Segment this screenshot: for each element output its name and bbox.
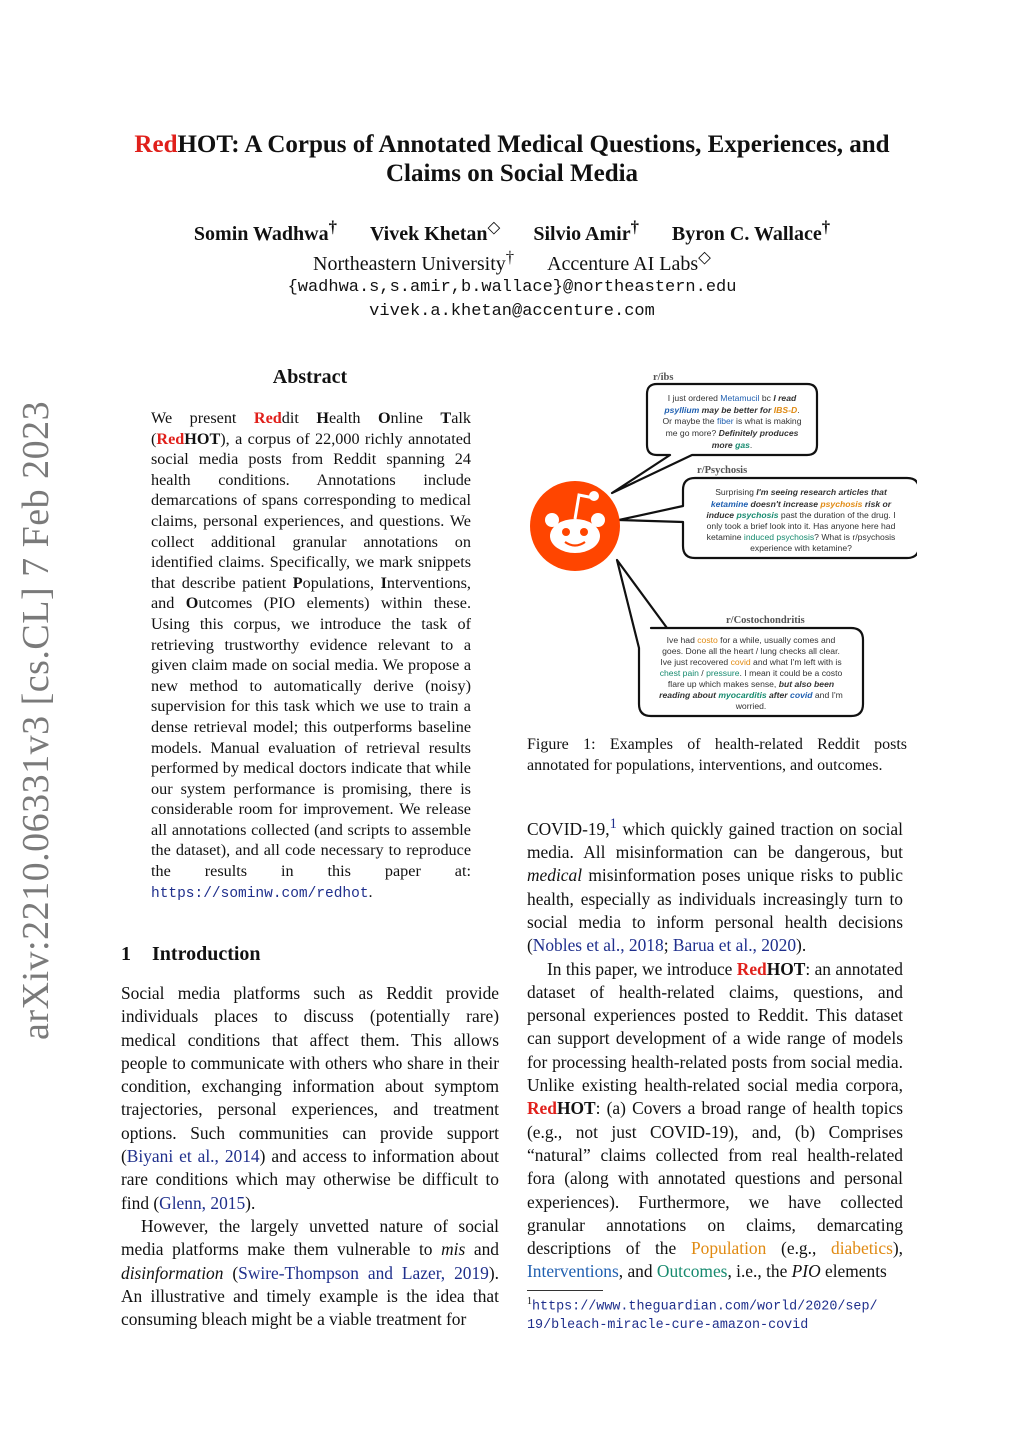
svg-text:goes. Done all the heart / lun: goes. Done all the heart / lung checks all clear. xyxy=(662,646,840,656)
author-name: Somin Wadhwa† xyxy=(193,217,337,245)
footnote-url-link[interactable]: https://www.theguardian.com/world/2020/sep/ 19/bleach-miracle-cure-amazon-covid xyxy=(527,1299,878,1334)
footnote-divider xyxy=(527,1290,603,1291)
title-line1: HOT: A Corpus of Annotated Medical Questions, Experiences, and xyxy=(177,131,890,158)
svg-text:Surprising I'm seeing research: Surprising I'm seeing research articles that xyxy=(715,487,887,497)
email-line-1: {wadhwa.s,s.amir,b.wallace}@northeastern.edu xyxy=(287,278,737,298)
intro-right-column xyxy=(527,813,903,1284)
svg-text:induce psychosis past the dura: induce psychosis past the duration of the drug. I xyxy=(706,510,896,520)
figure-1-reddit-examples xyxy=(527,370,917,720)
svg-text:ketamine induced psychosis? Wh: ketamine induced psychosis? What is r/psychosis xyxy=(706,532,896,542)
section-heading-introduction: 1 Introduction xyxy=(121,943,261,965)
intro-paragraph-2: However, the largely unvetted nature of social media platforms make them vulnerable to mis and disinformation (Swire-Thompson and Lazer, 2019). An illustrative and timely example is the idea that consuming bleach might be a viable treatment for xyxy=(121,1215,500,1330)
affiliation: Northeastern University† xyxy=(313,247,515,276)
svg-text:chest pain / pressure. I mean: chest pain / pressure. I mean it could be a costo xyxy=(659,668,843,678)
svg-text:psyllium may be better for IBS: psyllium may be better for IBS-D. xyxy=(664,405,800,415)
title-red: Red xyxy=(134,131,178,158)
subreddit-label-psychosis: r/Psychosis xyxy=(697,465,748,476)
citation-link[interactable]: Swire-Thompson and Lazer, 2019 xyxy=(238,1262,489,1283)
reddit-logo-icon xyxy=(530,481,620,571)
right-paragraph-1: COVID-19,$^1$ which quickly gained traction on social media. All misinformation can be dangerous, but medical misinformation poses unique risks to public health, especially as individuals increasingly turn to social media to inform personal health decisions (Nobles et al., 2018; Barua et al., 2020). xyxy=(527,816,903,956)
author-name: Byron C. Wallace† xyxy=(671,217,831,245)
svg-text:only took a brief look into it: only took a brief look into it. Has anyone here had xyxy=(706,521,896,531)
intro-paragraph-1: Social media platforms such as Reddit provide individuals places to discuss (potentially rare) medical conditions that affect them. This allows people to communicate with others who share in their condition, exchanging information about symptom trajectories, personal experiences, and treatment options. Such communities can provide support (Biyani et al., 2014) and access to information about rare conditions which may otherwise be difficult to find (Glenn, 2015). xyxy=(121,983,499,1213)
citation-link[interactable]: Glenn, 2015 xyxy=(159,1192,246,1213)
author-name: Silvio Amir† xyxy=(533,217,639,245)
svg-text:experience with ketamine?: experience with ketamine? xyxy=(750,543,852,553)
svg-text:flare up which makes sense, bu: flare up which makes sense, but also been xyxy=(667,679,835,689)
email-line-2: vivek.a.khetan@accenture.com xyxy=(369,302,655,322)
svg-text:more gas.: more gas. xyxy=(711,440,753,450)
citation-link[interactable]: Biyani et al., 2014 xyxy=(126,1146,260,1167)
svg-text:reading about myocarditis afte: reading about myocarditis after covid and I'm xyxy=(659,690,843,700)
author-block xyxy=(110,215,914,324)
affiliations xyxy=(110,246,914,277)
right-paragraph-2: In this paper, we introduce RedHOT: an annotated dataset of health-related claims, questions, and personal experiences posted to Reddit. This dataset can support development of a wide range of models for processing health-related posts from social media. Unlike existing health-related social media corpora, RedHOT: (a) Covers a broad range of health topics (e.g., not just COVID-19), and, (b) Comprises “natural” claims collected from real health-related fora (along with annotated questions and personal experiences). Furthermore, we have collected granular annotations on claims, demarcating descriptions of the Population (e.g., diabetics), Interventions, and Outcomes, i.e., the PIO elements xyxy=(527,958,903,1282)
footnote-mark-link[interactable]: 1 xyxy=(609,816,617,832)
svg-text:worried.: worried. xyxy=(735,701,767,711)
paper-title xyxy=(110,130,914,188)
svg-text:me go more? Definitely produce: me go more? Definitely produces xyxy=(665,428,799,438)
title-line2: Claims on Social Media xyxy=(385,160,639,187)
svg-text:Ive just recovered covid and w: Ive just recovered covid and what I'm left with is xyxy=(660,657,842,667)
subreddit-label-ibs: r/ibs xyxy=(653,372,674,383)
citation-link[interactable]: Nobles et al., 2018 xyxy=(532,935,664,956)
citation-link[interactable]: Barua et al., 2020 xyxy=(672,935,797,956)
svg-text:Ive had costo for a while, usu: Ive had costo for a while, usually comes and xyxy=(666,635,836,645)
affiliation: Accenture AI Labs◇ xyxy=(547,247,711,276)
svg-text:Or maybe the fiber is what is: Or maybe the fiber is what is making xyxy=(662,416,802,426)
abstract-body: We present Reddit Health Online Talk (RedHOT), a corpus of 22,000 richly annotated social media posts from Reddit spanning 24 health conditions. Annotations include demarcations of spans corresponding to medical claims, personal experiences, and questions. We collect additional granular annotations on identified claims. Specifically, we mark snippets that describe patient Populations, Interventions, and Outcomes (PIO elements) within these. Using this corpus, we introduce the task of retrieving trustworthy evidence relevant to a given claim made on social media. We propose a new method to automatically derive (noisy) supervision for this task which we use to train a dense retrieval model; this outperforms baseline models. Manual evaluation of retrieval results performed by medical doctors indicate that while our system performance is promising, there is considerable room for improvement. We release all annotations collected (and scripts to assemble the dataset), and all code necessary to reproduce the results in this paper at: https://sominw.com/redhot. xyxy=(151,409,471,902)
author-names xyxy=(110,215,914,246)
abstract-heading: Abstract xyxy=(272,366,348,388)
author-name: Vivek Khetan◇ xyxy=(369,217,501,245)
svg-text:I just ordered Metamucil bc I: I just ordered Metamucil bc I read xyxy=(667,393,797,403)
figure-caption: Figure 1: Examples of health-related Reddit posts annotated for populations, interventions, and outcomes. xyxy=(527,736,907,774)
footnote: $^1$https://www.theguardian.com/world/2020/sep/ 19/bleach-miracle-cure-amazon-covid xyxy=(527,1296,878,1334)
intro-left-column xyxy=(121,982,499,1331)
post-costochondritis xyxy=(659,635,843,711)
arxiv-identifier: arXiv:2210.06331v3 [cs.CL] 7 Feb 2023 xyxy=(15,400,57,1040)
svg-text:ketamine doesn't increase psyc: ketamine doesn't increase psychosis risk or xyxy=(710,499,892,509)
subreddit-label-costochondritis: r/Costochondritis xyxy=(726,615,805,626)
project-url-link[interactable]: https://sominw.com/redhot xyxy=(151,885,369,902)
